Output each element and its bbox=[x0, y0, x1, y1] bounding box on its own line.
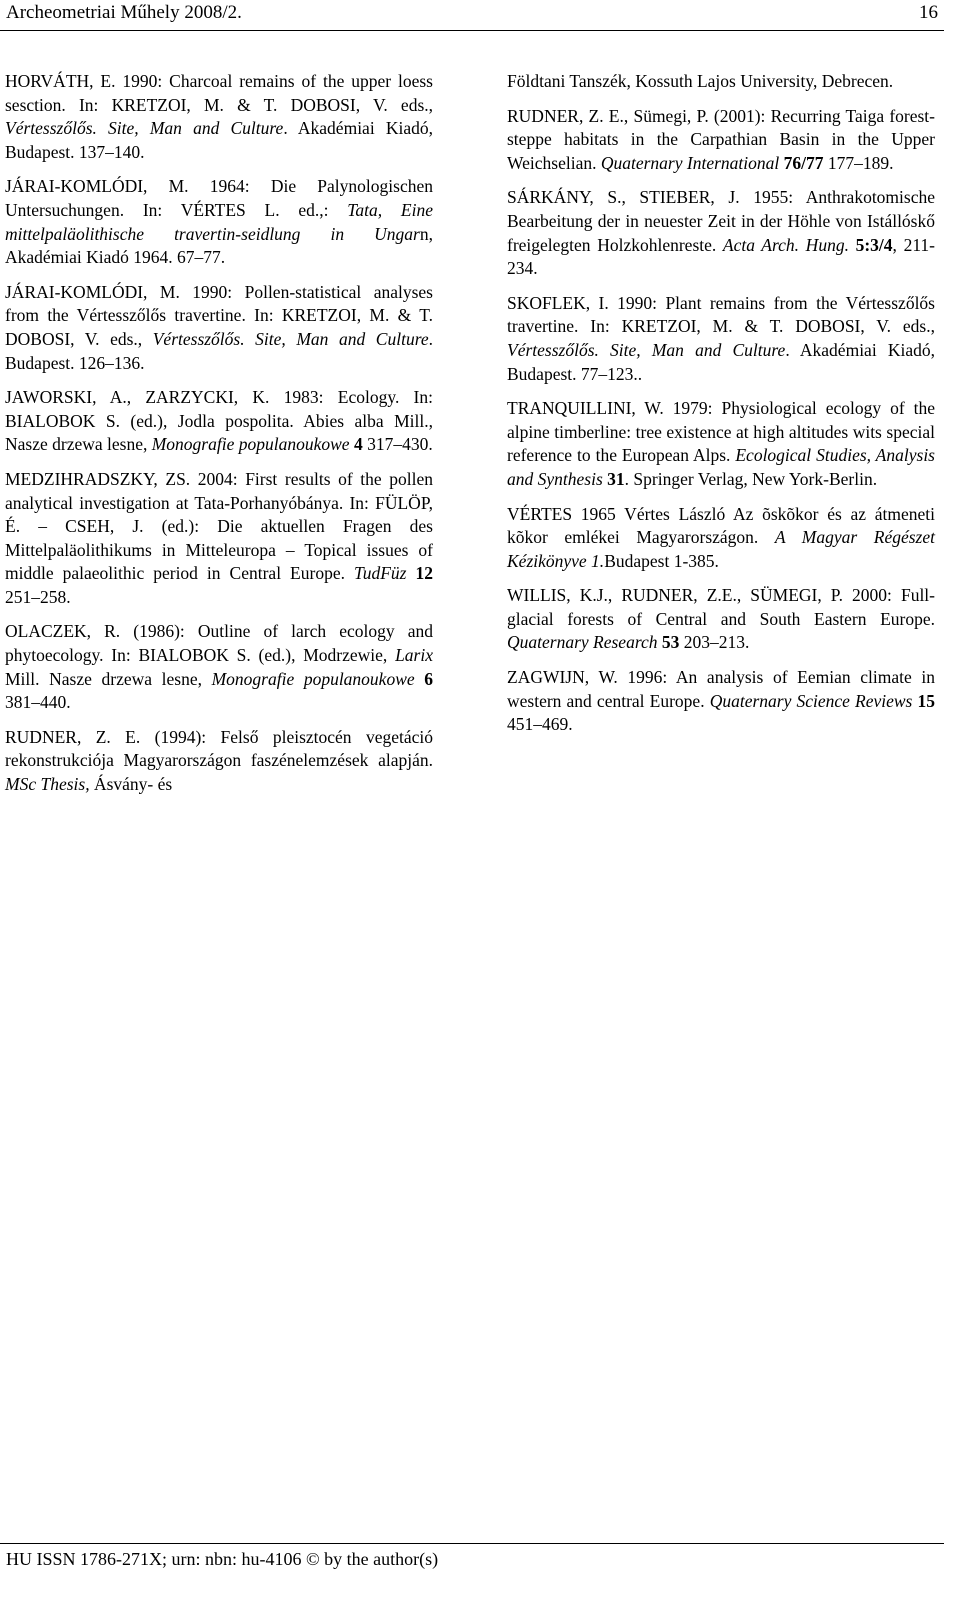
reference-bold-text: 6 bbox=[424, 668, 434, 689]
reference-entry bbox=[5, 70, 433, 164]
reference-italic-text: Vértesszőlős. Site, Man and Culture bbox=[5, 118, 284, 139]
reference-entry bbox=[5, 386, 433, 457]
header-divider bbox=[0, 30, 944, 31]
reference-bold-text: 4 bbox=[353, 434, 363, 455]
reference-entry bbox=[507, 397, 935, 491]
reference-text bbox=[415, 669, 425, 689]
reference-text: JAWORSKI, A., ZARZYCKI, K. 1983: Ecology. In: BIALOBOK S. (ed.), Jodla pospolita. Abies alba Mill., Nasze drzewa lesne, bbox=[5, 387, 433, 455]
reference-text: Földtani Tanszék, Kossuth Lajos University, Debrecen. bbox=[507, 71, 894, 91]
reference-text: . Akadémiai Kiadó, Budapest. 137–140. bbox=[5, 118, 433, 162]
reference-entry bbox=[5, 726, 433, 797]
reference-bold-text: 12 bbox=[415, 563, 433, 584]
reference-entry bbox=[507, 292, 935, 386]
reference-text: JÁRAI-KOMLÓDI, M. 1964: Die Palynologischen Untersuchungen. In: VÉRTES L. ed.,: bbox=[5, 176, 433, 220]
page-number: 16 bbox=[919, 2, 938, 23]
reference-entry bbox=[5, 175, 433, 269]
reference-italic-text: Larix bbox=[395, 645, 433, 666]
reference-italic-text: A Magyar Régészet Kézikönyve 1. bbox=[507, 527, 935, 571]
reference-italic-text: Quaternary Research bbox=[507, 632, 658, 653]
reference-text: JÁRAI-KOMLÓDI, M. 1990: Pollen-statistical analyses from the Vértesszőlős travertine. In: KRETZOI, M. & T. DOBOSI, V. eds., bbox=[5, 281, 433, 349]
reference-text: 451–469. bbox=[507, 714, 573, 735]
journal-title: Archeometriai Műhely 2008/2. bbox=[6, 2, 242, 23]
reference-italic-text: Monografie populanoukowe bbox=[211, 668, 415, 689]
reference-italic-text: Acta Arch. Hung. bbox=[722, 234, 849, 255]
reference-italic-text: Tata, Eine mittelpaläolithische travertin-seidlung in Ungar bbox=[5, 199, 433, 244]
reference-italic-text: Monografie populanoukowe bbox=[151, 434, 350, 455]
reference-bold-text: 5:3/4 bbox=[855, 234, 893, 255]
reference-italic-text: MSc Thesis, bbox=[5, 774, 90, 795]
footer-divider bbox=[0, 1543, 944, 1544]
reference-text: MEDZIHRADSZKY, ZS. 2004: First results of the pollen analytical investigation at Tata-Porhanyóbánya. In: FÜLÖP, É. – CSEH, J. (ed.): Die aktuellen Fragen des Mittelpaläolithikums in Mitteleuropa – Topical issues of middle palaeolithic period in Central Europe. bbox=[5, 468, 433, 584]
reference-text: 251–258. bbox=[5, 586, 71, 607]
reference-entry bbox=[5, 281, 433, 375]
reference-text: n, Akadémiai Kiadó 1964. 67–77. bbox=[5, 223, 433, 268]
reference-text: , 211-234. bbox=[507, 234, 935, 279]
reference-entry bbox=[507, 70, 935, 94]
reference-bold-text: 53 bbox=[661, 632, 680, 653]
reference-text: TRANQUILLINI, W. 1979: Physiological ecology of the alpine timberline: tree existence at high altitudes wits special reference to the European Alps. bbox=[507, 398, 935, 466]
reference-text: WILLIS, K.J., RUDNER, Z.E., SÜMEGI, P. 2000: Full-glacial forests of Central and South Eastern Europe. bbox=[507, 585, 935, 629]
reference-bold-text: 31 bbox=[607, 468, 625, 489]
footer-issn: HU ISSN 1786-271X; urn: nbn: hu-4106 © by the author(s) bbox=[6, 1549, 439, 1569]
reference-text: HORVÁTH, E. 1990: Charcoal remains of the upper loess sesction. In: KRETZOI, M. & T. DOBOSI, V. eds., bbox=[5, 71, 433, 115]
reference-entry bbox=[507, 105, 935, 176]
reference-italic-text: Ecological Studies, Analysis and Synthesis bbox=[507, 445, 935, 489]
reference-italic-text: Quaternary International bbox=[600, 152, 780, 173]
reference-text: . Springer Verlag, New York-Berlin. bbox=[624, 468, 878, 489]
reference-text: VÉRTES 1965 Vértes László Az õskõkor és az átmeneti kõkor emlékei Magyarországon. bbox=[507, 503, 935, 548]
reference-text: 203–213. bbox=[679, 632, 750, 653]
reference-text: 177–189. bbox=[823, 152, 894, 173]
reference-text: OLACZEK, R. (1986): Outline of larch ecology and phytoecology. In: BIALOBOK S. (ed.), Modrzewie, bbox=[5, 621, 433, 666]
reference-column-right bbox=[507, 70, 935, 748]
reference-text: RUDNER, Z. E., Sümegi, P. (2001): Recurring Taiga forest-steppe habitats in the Carpathian Basin in the Upper Weichselian. bbox=[507, 105, 935, 173]
reference-text: SKOFLEK, I. 1990: Plant remains from the Vértesszőlős travertine. In: KRETZOI, M. & T. DOBOSI, V. eds., bbox=[507, 292, 935, 337]
reference-text: Ásvány- és bbox=[89, 774, 173, 795]
reference-text: SÁRKÁNY, S., STIEBER, J. 1955: Anthrakotomische Bearbeitung der in neuester Zeit in der Höhle von Istállóskő freigelegten Holzkohlenreste. bbox=[507, 187, 935, 255]
reference-text bbox=[407, 563, 416, 583]
reference-text: Budapest 1-385. bbox=[604, 550, 719, 571]
reference-bold-text: 76/77 bbox=[783, 152, 824, 173]
reference-column-left bbox=[5, 70, 433, 808]
reference-text: . Akadémiai Kiadó, Budapest. 77–123.. bbox=[507, 339, 935, 384]
reference-italic-text: Vértesszőlős. Site, Man and Culture bbox=[507, 339, 786, 360]
reference-text: Mill. Nasze drzewa lesne, bbox=[5, 668, 212, 689]
reference-entry bbox=[507, 666, 935, 737]
reference-italic-text: Vértesszőlős. Site, Man and Culture bbox=[152, 328, 429, 349]
reference-italic-text: TudFüz bbox=[353, 563, 407, 584]
reference-text: . Budapest. 126–136. bbox=[5, 328, 433, 373]
reference-entry bbox=[507, 584, 935, 655]
reference-entry bbox=[5, 468, 433, 610]
page-header bbox=[0, 0, 960, 40]
reference-entry bbox=[5, 620, 433, 714]
reference-text: ZAGWIJN, W. 1996: An analysis of Eemian climate in western and central Europe. bbox=[507, 667, 935, 711]
reference-text: 317–430. bbox=[362, 434, 433, 455]
reference-entry bbox=[507, 503, 935, 574]
reference-italic-text: Quaternary Science Reviews bbox=[709, 690, 913, 711]
reference-text: RUDNER, Z. E. (1994): Felső pleisztocén vegetáció rekonstrukciója Magyarországon faszénelemzések alapján. bbox=[5, 726, 433, 771]
reference-text bbox=[849, 235, 856, 255]
reference-bold-text: 15 bbox=[917, 690, 935, 711]
reference-text: 381–440. bbox=[5, 692, 71, 713]
reference-entry bbox=[507, 186, 935, 280]
